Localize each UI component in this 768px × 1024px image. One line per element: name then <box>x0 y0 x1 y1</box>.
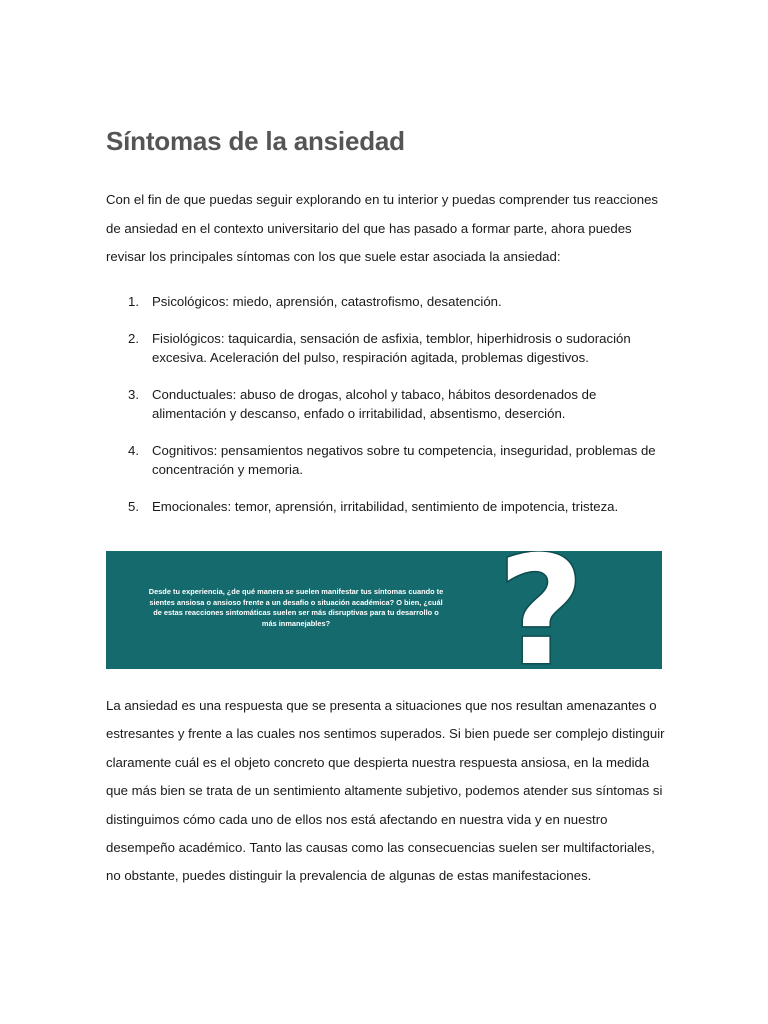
question-mark-icon <box>486 545 596 675</box>
list-item <box>106 385 668 423</box>
list-item-number: 3. <box>128 387 139 402</box>
list-item <box>106 292 668 311</box>
symptom-list <box>106 292 668 534</box>
list-item <box>106 497 668 516</box>
list-item-number: 5. <box>128 499 139 514</box>
list-item-text: Cognitivos: pensamientos negativos sobre tu competencia, inseguridad, problemas de concentración y memoria. <box>152 443 656 477</box>
list-item-number: 4. <box>128 443 139 458</box>
list-item <box>106 329 668 367</box>
list-item-text: Emocionales: temor, aprensión, irritabilidad, sentimiento de impotencia, tristeza. <box>152 499 619 514</box>
intro-paragraph: Con el fin de que puedas seguir explorando en tu interior y puedas comprender tus reacciones de ansiedad en el contexto universitario del que has pasado a formar parte, ahora puedes revisar los principales síntomas con los que suele estar asociada la ansiedad: <box>106 192 659 264</box>
svg-text:?: ? <box>497 545 585 675</box>
body-paragraph: La ansiedad es una respuesta que se presenta a situaciones que nos resultan amenazantes o estresantes y frente a las cuales nos sentimos superados. Si bien puede ser complejo distinguir claramente cuál es el objeto concreto que despierta nuestra respuesta ansiosa, en la medida que más bien se trata de un sentimiento altamente subjetivo, podemos atender sus síntomas si distinguimos cómo cada uno de ellos nos está afectando en nuestra vida y en nuestro desempeño académico. Tanto las causas como las consecuencias suelen ser multifactoriales, no obstante, puedes distinguir la prevalencia de algunas de estas manifestaciones. <box>106 698 665 884</box>
banner-question: Desde tu experiencia, ¿de qué manera se suelen manifestar tus síntomas cuando te sientes ansiosa o ansioso frente a un desafío o situación académica? O bien, ¿cuál de estas reacciones sintomáticas suelen ser más disruptivas para tu desarrollo o más inmanejables? <box>148 587 444 628</box>
list-item <box>106 441 668 479</box>
list-item-number: 1. <box>128 294 139 309</box>
list-item-text: Conductuales: abuso de drogas, alcohol y tabaco, hábitos desordenados de alimentación y descanso, enfado o irritabilidad, absentismo, deserción. <box>152 387 597 421</box>
list-item-number: 2. <box>128 331 139 346</box>
list-item-text: Psicológicos: miedo, aprensión, catastrofismo, desatención. <box>152 294 502 309</box>
list-item-text: Fisiológicos: taquicardia, sensación de asfixia, temblor, hiperhidrosis o sudoración excesiva. Aceleración del pulso, respiración agitada, problemas digestivos. <box>152 331 631 365</box>
page-title: Síntomas de la ansiedad <box>106 126 405 156</box>
reflection-banner <box>106 545 662 675</box>
